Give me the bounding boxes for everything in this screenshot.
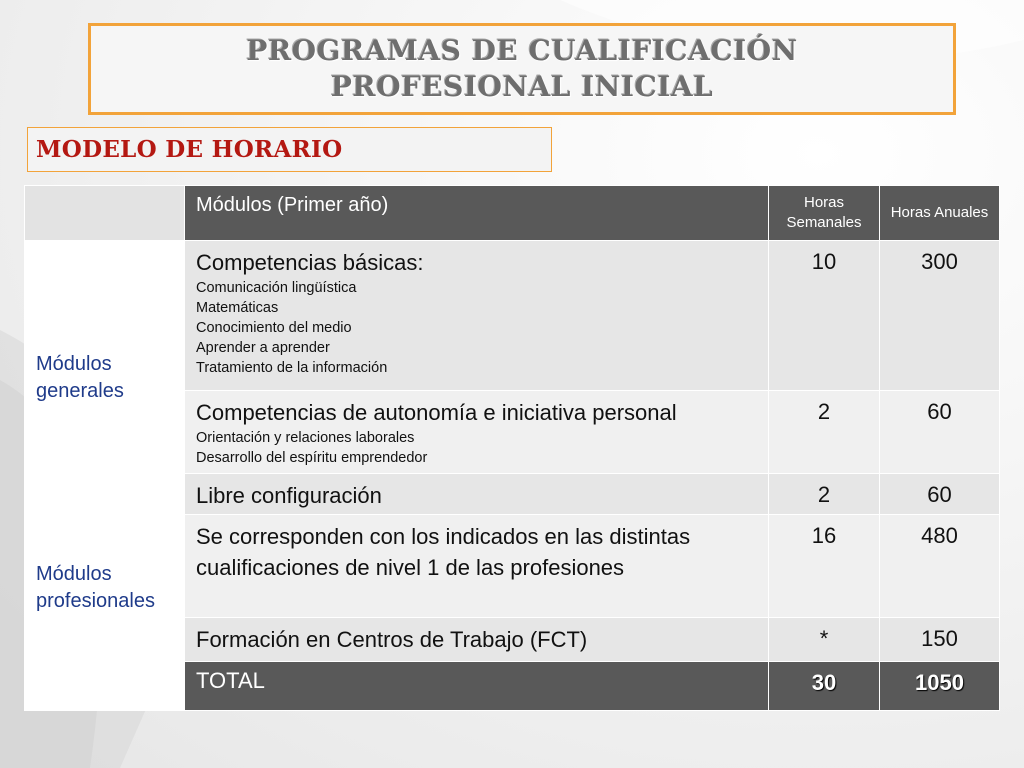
module-cell [185, 515, 769, 618]
module-subitem: Conocimiento del medio [196, 320, 352, 336]
subtitle-box [27, 127, 552, 172]
header-modules: Módulos (Primer año) [185, 186, 769, 241]
annual-hours-value: 60 [880, 391, 1000, 474]
total-weekly-hours: 30 [769, 662, 880, 711]
total-empty-cell [25, 662, 185, 711]
section-subtitle: MODELO DE HORARIO [36, 136, 343, 163]
module-subitem: Orientación y relaciones laborales [196, 430, 415, 446]
annual-hours-value: 60 [880, 474, 1000, 515]
module-cell [185, 618, 769, 662]
module-title: Competencias básicas: [196, 250, 424, 275]
page-title-line-2: PROFESIONAL INICIAL [330, 70, 714, 103]
weekly-hours-value: 2 [769, 391, 880, 474]
module-subitem: Desarrollo del espíritu emprendedor [196, 450, 428, 466]
header-corner-cell [25, 186, 185, 241]
module-subitem: Tratamiento de la información [196, 360, 388, 376]
module-subitem: Aprender a aprender [196, 340, 330, 356]
header-weekly-hours: Horas Semanales [769, 186, 880, 241]
module-cell [185, 391, 769, 474]
table-header-row [25, 186, 1000, 241]
module-subitem: Comunicación lingüística [196, 280, 357, 296]
group-general-modules: Módulos generales [25, 241, 185, 515]
module-subitem: Matemáticas [196, 300, 279, 316]
header-annual-hours: Horas Anuales [880, 186, 1000, 241]
module-cell [185, 474, 769, 515]
total-label: TOTAL [185, 662, 769, 711]
module-title: Libre configuración [196, 483, 382, 508]
schedule-table [24, 185, 1000, 711]
module-title: Competencias de autonomía e iniciativa personal [196, 400, 677, 425]
annual-hours-value: 300 [880, 241, 1000, 391]
group-professional-modules: Módulos profesionales [25, 515, 185, 662]
page-title-line-1: PROGRAMAS DE CUALIFICACIÓN [246, 34, 798, 67]
total-annual-hours: 1050 [880, 662, 1000, 711]
weekly-hours-value: 2 [769, 474, 880, 515]
title-box [88, 23, 956, 115]
table-row [25, 515, 1000, 618]
module-cell [185, 241, 769, 391]
weekly-hours-value: 16 [769, 515, 880, 618]
annual-hours-value: 480 [880, 515, 1000, 618]
annual-hours-value: 150 [880, 618, 1000, 662]
module-title: Formación en Centros de Trabajo (FCT) [196, 627, 588, 652]
weekly-hours-value: 10 [769, 241, 880, 391]
table-row [25, 241, 1000, 391]
weekly-hours-value: * [769, 618, 880, 662]
total-row [25, 662, 1000, 711]
module-title: Se corresponden con los indicados en las distintas cualificaciones de nivel 1 de las profesiones [196, 524, 691, 580]
